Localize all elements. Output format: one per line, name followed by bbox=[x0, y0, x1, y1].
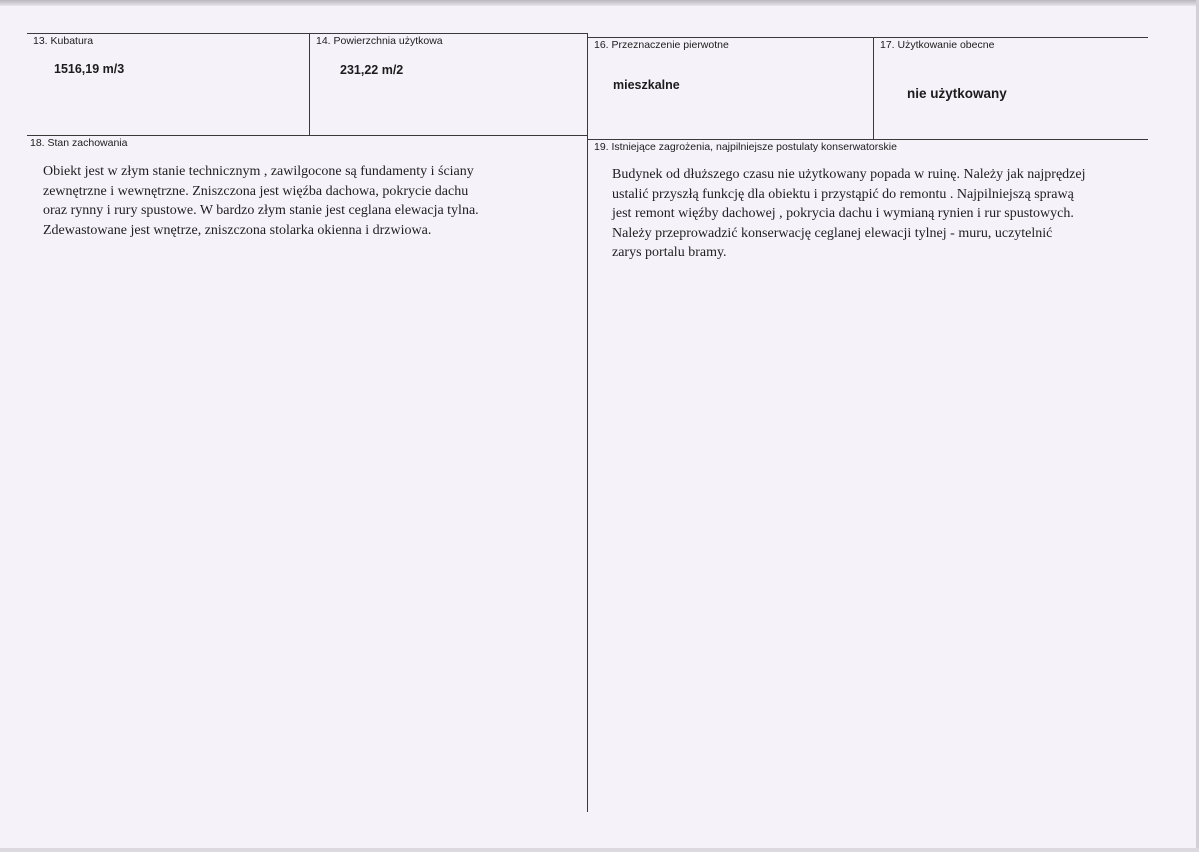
stan-zachowania-line: oraz rynny i rury spustowe. W bardzo złym stanie jest ceglana elewacja tylna. bbox=[43, 203, 479, 218]
kubatura-value: 1516,19 m/3 bbox=[54, 62, 125, 76]
scan-edge-top bbox=[0, 0, 1199, 6]
uzytkowanie-value: nie użytkowany bbox=[907, 86, 1007, 101]
przeznaczenie-label: 16. Przeznaczenie pierwotne bbox=[594, 39, 729, 51]
zagrozenia-line: Należy przeprowadzić konserwację ceglanej elewacji tylnej - muru, uczytelnić bbox=[612, 225, 1053, 241]
stan-zachowania-line: Zdewastowane jest wnętrze, zniszczona stolarka okienna i drzwiowa. bbox=[43, 222, 432, 238]
zagrozenia-line: jest remont więźby dachowej , pokrycia dachu i wymianą rynien i rur spustowych. bbox=[612, 206, 1074, 221]
stan-zachowania-text bbox=[43, 162, 479, 240]
divider-16-17 bbox=[873, 37, 874, 139]
zagrozenia-label: 19. Istniejące zagrożenia, najpilniejsze postulaty konserwatorskie bbox=[594, 141, 897, 153]
powierzchnia-value: 231,22 m/2 bbox=[340, 63, 404, 77]
stan-zachowania-line: zewnętrzne i wewnętrzne. Zniszczona jest więźba dachowa, pokrycie dachu bbox=[43, 183, 469, 199]
top-border-right bbox=[588, 37, 1148, 38]
powierzchnia-label: 14. Powierzchnia użytkowa bbox=[316, 35, 443, 47]
scan-edge-bottom bbox=[0, 848, 1199, 852]
divider-13-14 bbox=[309, 33, 310, 135]
kubatura-label: 13. Kubatura bbox=[33, 35, 94, 47]
section-divider-left bbox=[27, 135, 588, 136]
uzytkowanie-label: 17. Użytkowanie obecne bbox=[880, 39, 995, 51]
stan-zachowania-line: Obiekt jest w złym stanie technicznym , zawilgocone są fundamenty i ściany bbox=[43, 164, 474, 179]
top-border-left bbox=[27, 33, 588, 34]
section-divider-right bbox=[588, 139, 1148, 140]
zagrozenia-line: ustalić przyszłą funkcję dla obiektu i przystąpić do remontu . Najpilniejszą sprawą bbox=[612, 186, 1074, 202]
zagrozenia-text bbox=[612, 165, 1086, 263]
zagrozenia-line: Budynek od dłuższego czasu nie użytkowany popada w ruinę. Należy jak najprędzej bbox=[612, 167, 1086, 182]
przeznaczenie-value: mieszkalne bbox=[613, 78, 680, 92]
divider-center bbox=[587, 34, 588, 812]
stan-zachowania-label: 18. Stan zachowania bbox=[30, 137, 128, 149]
zagrozenia-line: zarys portalu bramy. bbox=[612, 245, 727, 260]
